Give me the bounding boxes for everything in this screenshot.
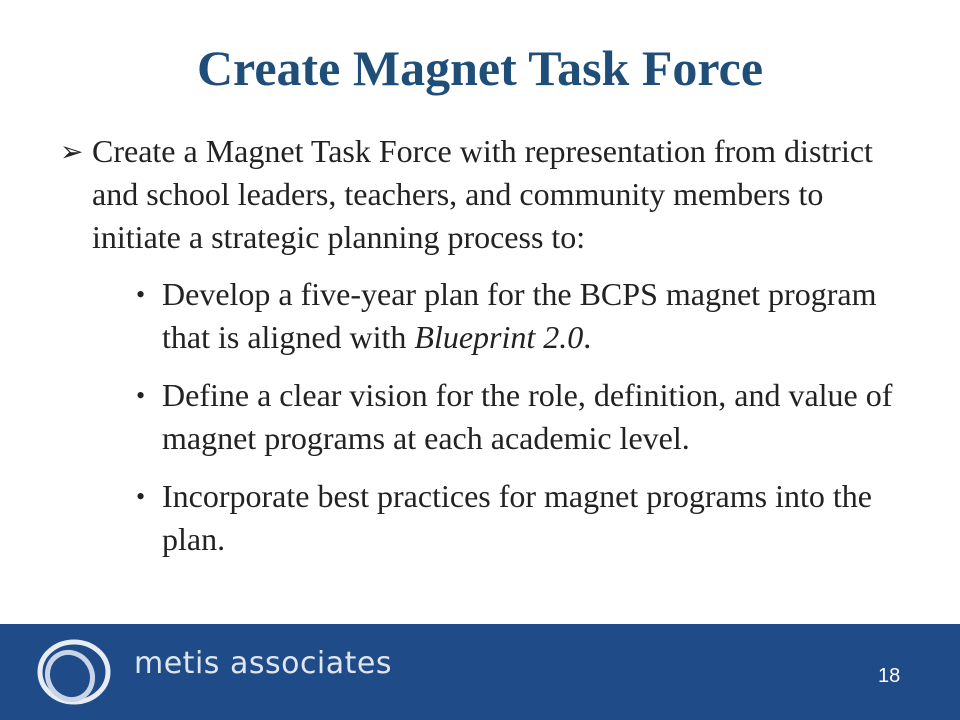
brand-name: metis associates <box>134 646 393 681</box>
main-bullet <box>56 130 916 259</box>
footer-bar <box>0 624 960 720</box>
slide-title: Create Magnet Task Force <box>196 40 764 96</box>
sub-bullet-item <box>136 273 896 359</box>
sub-bullet-item <box>136 374 896 460</box>
dot-bullet-icon: • <box>136 482 146 511</box>
dot-bullet-icon: • <box>136 381 146 410</box>
sub-bullet-text: Incorporate best practices for magnet programs into the plan. <box>162 478 872 557</box>
page-number: 18 <box>878 665 901 687</box>
sub-bullet-emphasis: Blueprint 2.0 <box>414 319 584 355</box>
sub-bullet-text: Define a clear vision for the role, definition, and value of magnet programs at each academic level. <box>162 377 893 456</box>
sub-bullet-item <box>136 475 896 561</box>
slide-body <box>56 130 916 576</box>
sub-bullet-list <box>136 273 896 561</box>
sub-bullet-text-end: . <box>583 319 592 355</box>
ring-logo-icon <box>32 632 116 712</box>
sub-bullet-text: Develop a five-year plan for the BCPS magnet program that is aligned with <box>162 276 877 355</box>
main-bullet-text: Create a Magnet Task Force with representation from district and school leaders, teachers, and community members to initiate a strategic planning process to: <box>92 133 873 255</box>
arrow-bullet-icon: ➢ <box>60 135 84 168</box>
dot-bullet-icon: • <box>136 280 146 309</box>
